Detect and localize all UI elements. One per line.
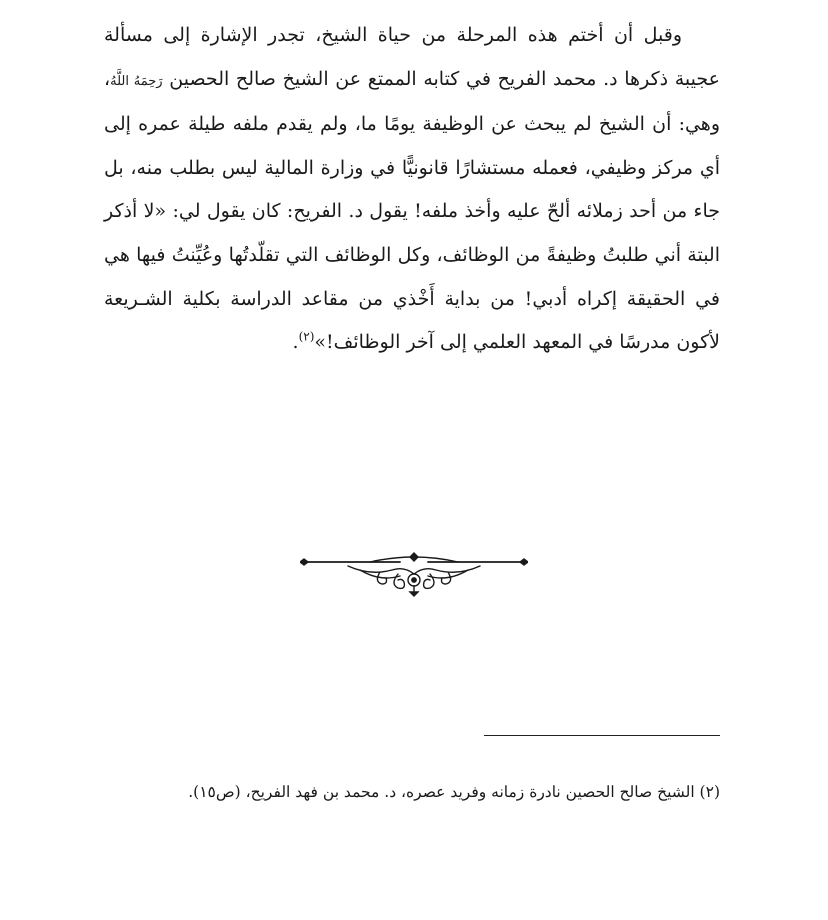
paragraph-end: . (292, 331, 299, 354)
paragraph-intro: وقبل أن أختم هذه المرحلة من حياة الشيخ، تجدر الإشارة إلى مسألة عجيبة ذكرها د. محمد الفريح في كتابه الممتع عن الشيخ صالح الحصين (104, 24, 721, 90)
footnote-reference[interactable]: (٢) (298, 329, 315, 344)
decorative-divider-icon (300, 548, 528, 598)
paragraph-body: ، وهي: أن الشيخ لم يبحث عن الوظيفة يومًا ما، ولم يقدم ملفه طيلة عمره إلى أي مركز وظيفي، فعمله مستشارًا قانونيًّا في وزارة المالية ليس بطلب منه، بل جاء من أحد زملائه ألحّ عليه وأخذ ملفه! يقول د. الفريح: كان يقول لي: «لا أذكر البتة أني طلبتُ وظيفةً من الوظائف، وكل الوظائف التي تقلّدتُها وعُيِّنتُ فيها هي في الحقيقة إكراه أدبي! من بداية أَخْذي من مقاعد الدراسة بكلية الشـريعة لأكون مدرسًا في المعهد العلمي إلى آخر الوظائف!» (104, 67, 720, 354)
footnote-separator (484, 735, 720, 736)
footnote-text: (٢) الشيخ صالح الحصين نادرة زمانه وفريد عصره، د. محمد بن فهد الفريح، (ص١٥). (188, 783, 720, 801)
main-paragraph (104, 14, 720, 365)
honorific: رَحِمَهُ اللَّهُ (110, 73, 163, 89)
paragraph-text (104, 14, 720, 365)
